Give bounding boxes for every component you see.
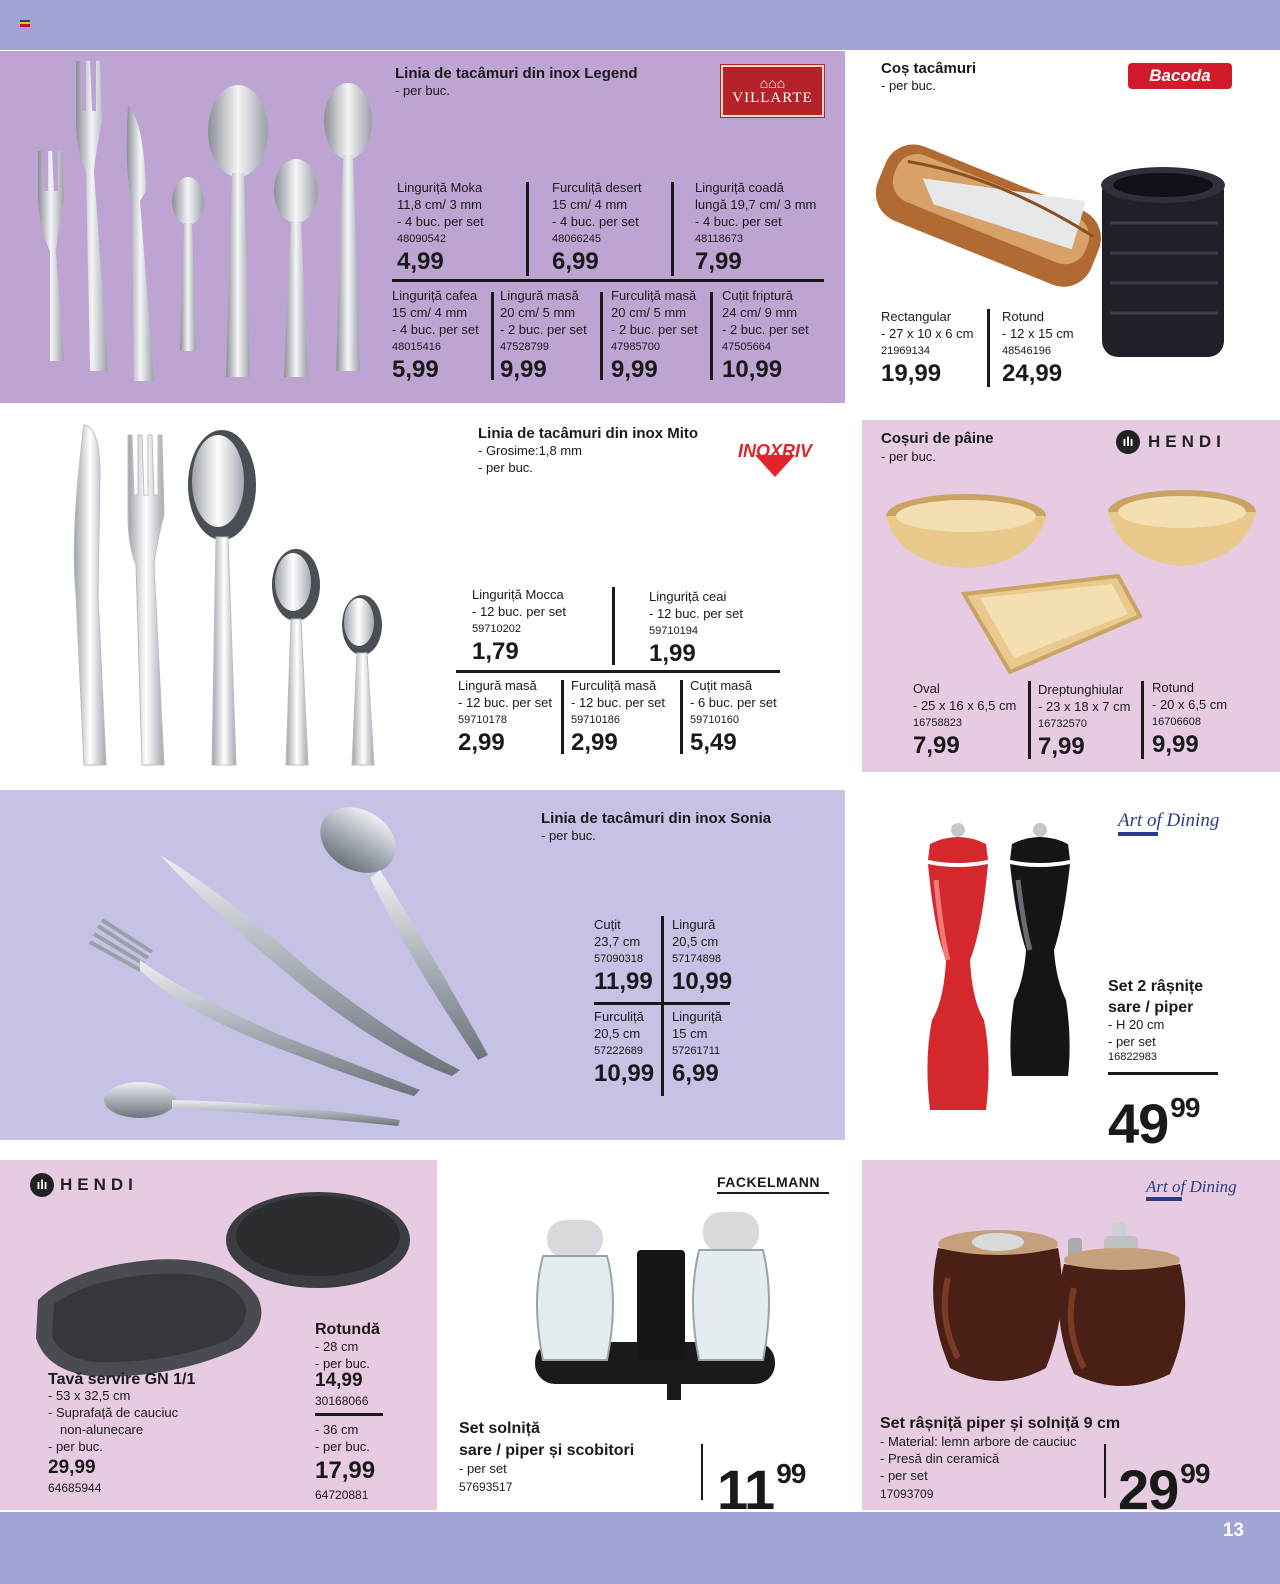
- rasnite-detail-h: - H 20 cm: [1108, 1017, 1165, 1032]
- item-detail: - 12 buc. per set: [472, 604, 566, 619]
- item-name: Dreptunghiular: [1038, 682, 1124, 697]
- item-price: 19,99: [881, 360, 942, 387]
- presa-code: 17093709: [880, 1487, 934, 1501]
- item-name: Linguriță coadă: [695, 180, 784, 195]
- item-name: Lingură masă: [458, 678, 537, 693]
- presa-panel: [862, 1160, 1280, 1521]
- divider: [987, 309, 990, 387]
- art-of-dining-logo: [1118, 808, 1242, 838]
- tava-36-price: 17,99: [315, 1457, 376, 1484]
- item-detail: - 20 x 6,5 cm: [1152, 697, 1228, 712]
- presa-detail-set: - per set: [880, 1468, 928, 1483]
- rasnite-title-line1: Set 2 râșnițe: [1108, 978, 1204, 995]
- paine-item-dreptunghiular: [1038, 681, 1148, 761]
- art-of-dining-brand-text: Art of Dining: [1146, 1177, 1237, 1196]
- item-price: 7,99: [695, 248, 742, 275]
- item-price: 5,49: [690, 729, 737, 756]
- item-detail: - 12 buc. per set: [649, 606, 743, 621]
- item-code: 59710160: [690, 714, 739, 726]
- item-code: 48118673: [695, 233, 744, 245]
- item-name: Oval: [913, 681, 940, 696]
- item-code: 57090318: [594, 953, 643, 965]
- item-detail: - 23 x 18 x 7 cm: [1038, 699, 1131, 714]
- item-code: 47985700: [611, 341, 660, 353]
- solnita-title-line2: sare / piper și scobitori: [459, 1442, 635, 1459]
- hendi-brand-text: HENDI: [60, 1175, 138, 1194]
- item-code: 21969134: [881, 345, 930, 357]
- legend-title: Linia de tacâmuri din inox Legend: [395, 65, 638, 82]
- cosuri-paine-panel: [862, 420, 1280, 772]
- villarte-logo: [721, 65, 824, 117]
- divider: [594, 1002, 730, 1005]
- mito-subtitle-grosime: - Grosime:1,8 mm: [478, 443, 583, 458]
- divider: [600, 292, 603, 380]
- tava-rotunda-price: 14,99: [315, 1370, 363, 1391]
- presa-title: Set râșniță piper și solniță 9 cm: [880, 1415, 1121, 1432]
- tava-36-size: - 36 cm: [315, 1422, 359, 1437]
- item-name: Rotund: [1152, 680, 1194, 695]
- cos-item-rotund: [1002, 308, 1112, 388]
- item-price: 10,99: [594, 1060, 655, 1087]
- item-detail: - 2 buc. per set: [611, 322, 698, 337]
- mito-item-cutit-masa: [690, 677, 800, 757]
- item-detail: 15 cm/ 4 mm: [552, 197, 628, 212]
- item-price: 24,99: [1002, 360, 1063, 387]
- flag-icon: [20, 20, 30, 27]
- legend-panel: [0, 51, 845, 403]
- item-price: 6,99: [672, 1060, 719, 1087]
- item-price: 4,99: [397, 248, 444, 275]
- divider: [710, 292, 713, 380]
- item-detail: - 2 buc. per set: [722, 322, 809, 337]
- item-detail: 23,7 cm: [594, 934, 641, 949]
- legend-item-lingurita-coada: [695, 179, 835, 276]
- item-code: 59710194: [649, 625, 698, 637]
- divider: [526, 182, 529, 276]
- item-code: 57174898: [672, 953, 721, 965]
- presa-price: [1118, 1444, 1209, 1520]
- inoxriv-brand-text: INOXRIV: [737, 441, 812, 461]
- legend-item-furculita-desert: [552, 179, 682, 276]
- item-detail: - 12 buc. per set: [458, 695, 552, 710]
- item-detail: - 4 buc. per set: [392, 322, 479, 337]
- item-price: 7,99: [1038, 733, 1085, 760]
- item-code: 57222689: [594, 1045, 643, 1057]
- legend-subtitle: - per buc.: [395, 83, 450, 98]
- item-detail: 11,8 cm/ 3 mm: [397, 197, 483, 212]
- item-code: 59710178: [458, 714, 507, 726]
- hendi-cutlery-icon: ılı: [30, 1173, 54, 1197]
- sonia-subtitle: - per buc.: [541, 828, 596, 843]
- item-detail: - 4 buc. per set: [552, 214, 639, 229]
- tava-36-code: 64720881: [315, 1488, 369, 1502]
- item-name: Furculiță desert: [552, 180, 642, 195]
- tava-detail-buc: - per buc.: [48, 1439, 103, 1454]
- item-code: 57261711: [672, 1045, 721, 1057]
- item-detail: 24 cm/ 9 mm: [722, 305, 798, 320]
- tava-rotunda-size: - 28 cm: [315, 1339, 359, 1354]
- bottom-band: [0, 1512, 1280, 1584]
- salt-pepper-set-image: [527, 1210, 787, 1410]
- price-decimals: 99: [1170, 1092, 1200, 1123]
- item-detail: - 6 buc. per set: [690, 695, 777, 710]
- presa-detail-presa: - Presă din ceramică: [880, 1451, 1000, 1466]
- price-integer: 49: [1108, 1092, 1169, 1155]
- divider: [1141, 681, 1144, 759]
- mito-item-lingura-masa: [458, 677, 563, 757]
- cos-item-rectangular: [881, 308, 991, 388]
- divider: [1028, 681, 1031, 759]
- presa-detail-material: - Material: lemn arbore de cauciuc: [880, 1434, 1077, 1449]
- tava-rotunda-buc: - per buc.: [315, 1356, 370, 1371]
- mito-item-furculita-masa: [571, 677, 681, 757]
- sonia-item-cutit: [594, 916, 664, 996]
- sonia-item-furculita: [594, 1008, 664, 1088]
- divider: [315, 1413, 383, 1416]
- pepper-mills-image: [912, 820, 1092, 1120]
- item-detail: - 27 x 10 x 6 cm: [881, 326, 974, 341]
- solnita-price: [717, 1444, 805, 1520]
- rasnite-price: [1108, 1078, 1199, 1154]
- tava-detail-size: - 53 x 32,5 cm: [48, 1388, 131, 1403]
- item-code: 48066245: [552, 233, 601, 245]
- divider: [701, 1444, 703, 1500]
- item-name: Lingură masă: [500, 288, 579, 303]
- building-icon: ⌂⌂⌂: [759, 74, 786, 91]
- item-detail: - 12 x 15 cm: [1002, 326, 1074, 341]
- bacoda-logo: Bacoda: [1128, 63, 1232, 89]
- item-price: 1,99: [649, 640, 696, 667]
- item-code: 59710202: [472, 623, 521, 635]
- item-name: Linguriță: [672, 1009, 722, 1024]
- tava-36-buc: - per buc.: [315, 1439, 370, 1454]
- item-name: Linguriță Mocca: [472, 587, 564, 602]
- hendi-logo: [1116, 429, 1250, 455]
- item-name: Cuțit: [594, 917, 621, 932]
- item-code: 47528799: [500, 341, 549, 353]
- item-price: 6,99: [552, 248, 599, 275]
- item-name: Linguriță cafea: [392, 288, 478, 303]
- item-code: 48015416: [392, 341, 441, 353]
- item-price: 2,99: [571, 729, 618, 756]
- item-price: 9,99: [1152, 731, 1199, 758]
- top-band: [0, 0, 1280, 50]
- fackelmann-logo: FACKELMANN: [717, 1174, 820, 1190]
- divider: [1108, 1072, 1218, 1075]
- cos-title: Coș tacâmuri: [881, 60, 977, 77]
- solnita-panel: [437, 1160, 845, 1521]
- price-integer: 29: [1118, 1458, 1179, 1521]
- sonia-cutlery-image: [80, 800, 500, 1130]
- item-name: Lingură: [672, 917, 716, 932]
- item-name: Cuțit masă: [690, 678, 753, 693]
- tava-code: 64685944: [48, 1481, 102, 1495]
- item-code: 16758823: [913, 717, 962, 729]
- divider: [561, 680, 564, 754]
- solnita-detail-set: - per set: [459, 1461, 507, 1476]
- item-name: Linguriță Moka: [397, 180, 483, 195]
- item-code: 16732570: [1038, 718, 1087, 730]
- item-price: 9,99: [611, 356, 658, 383]
- legend-item-lingura-masa: [500, 287, 605, 384]
- item-detail: - 25 x 16 x 6,5 cm: [913, 698, 1017, 713]
- item-code: 47505664: [722, 341, 771, 353]
- legend-item-cafea: [392, 287, 497, 384]
- rasnite-title-line2: sare / piper: [1108, 999, 1194, 1016]
- cos-tacamuri-panel: [862, 51, 1280, 403]
- item-name: Rectangular: [881, 309, 952, 324]
- item-price: 1,79: [472, 638, 519, 665]
- legend-item-furculita-masa: [611, 287, 716, 384]
- item-detail: 20,5 cm: [594, 1026, 641, 1041]
- hendi-cutlery-icon: ılı: [1116, 430, 1140, 454]
- tava-detail-surface: - Suprafață de cauciuc: [48, 1405, 179, 1420]
- divider: [612, 587, 615, 665]
- mito-panel: [0, 403, 845, 790]
- tava-detail-surface-2: non-alunecare: [60, 1422, 144, 1437]
- rasnite-detail-set: - per set: [1108, 1034, 1156, 1049]
- legend-item-cutit-friptura: [722, 287, 832, 384]
- divider: [680, 680, 683, 754]
- tava-title: Tavă servire GN 1/1: [48, 1371, 196, 1388]
- divider: [456, 670, 780, 673]
- item-price: 11,99: [594, 968, 653, 995]
- page-number: 13: [1222, 1520, 1244, 1541]
- item-price: 9,99: [500, 356, 547, 383]
- divider: [491, 292, 494, 380]
- solnita-title-line1: Set solniță: [459, 1420, 540, 1437]
- item-code: 48090542: [397, 233, 446, 245]
- bread-baskets-image: [884, 476, 1264, 676]
- cos-subtitle: - per buc.: [881, 78, 936, 93]
- tava-panel: [0, 1160, 437, 1510]
- item-code: 59710186: [571, 714, 620, 726]
- rasnite-code: 16822983: [1108, 1051, 1157, 1063]
- divider: [671, 182, 674, 276]
- solnita-code: 57693517: [459, 1480, 513, 1494]
- divider: [392, 279, 824, 282]
- item-detail: 15 cm: [672, 1026, 708, 1041]
- mito-item-ceai: [649, 588, 789, 668]
- item-code: 48546196: [1002, 345, 1051, 357]
- legend-item-moka: [397, 179, 527, 276]
- mito-cutlery-image: [56, 415, 396, 775]
- fackelmann-underline: [717, 1192, 829, 1194]
- item-name: Furculiță masă: [611, 288, 697, 303]
- paine-subtitle: - per buc.: [881, 449, 936, 464]
- item-code: 16706608: [1152, 716, 1201, 728]
- item-price: 10,99: [672, 968, 733, 995]
- legend-cutlery-image: [28, 51, 378, 391]
- art-of-dining-brand-text: Art of Dining: [1118, 810, 1220, 831]
- round-basket: [1101, 167, 1225, 357]
- sonia-panel: [0, 790, 845, 1140]
- item-detail: - 2 buc. per set: [500, 322, 587, 337]
- item-detail: - 4 buc. per set: [695, 214, 782, 229]
- divider: [1104, 1444, 1106, 1498]
- item-detail: 20 cm/ 5 mm: [611, 305, 687, 320]
- item-name: Cuțit friptură: [722, 288, 793, 303]
- mito-item-mocca: [472, 586, 612, 666]
- trays-image: [30, 1180, 420, 1380]
- item-price: 2,99: [458, 729, 505, 756]
- item-detail: 15 cm/ 4 mm: [392, 305, 468, 320]
- sonia-item-lingura: [672, 916, 742, 996]
- villarte-brand-text: VILLARTE: [732, 89, 813, 106]
- item-name: Furculiță masă: [571, 678, 657, 693]
- mito-subtitle-buc: - per buc.: [478, 460, 533, 475]
- tava-rotunda-code: 30168066: [315, 1394, 369, 1408]
- price-integer: 11: [717, 1458, 775, 1521]
- item-price: 10,99: [722, 356, 783, 383]
- item-detail: 20,5 cm: [672, 934, 719, 949]
- tava-rotunda-title: Rotundă: [315, 1321, 380, 1338]
- inoxriv-logo: [732, 435, 818, 477]
- hendi-brand-text: HENDI: [1148, 432, 1226, 451]
- sonia-item-lingurita: [672, 1008, 742, 1088]
- tava-price: 29,99: [48, 1457, 96, 1478]
- item-price: 7,99: [913, 732, 960, 759]
- item-name: Furculiță: [594, 1009, 644, 1024]
- price-decimals: 99: [776, 1458, 806, 1489]
- item-detail: lungă 19,7 cm/ 3 mm: [695, 197, 817, 212]
- art-of-dining-logo: [1146, 1174, 1256, 1204]
- item-detail: - 12 buc. per set: [571, 695, 665, 710]
- mito-title: Linia de tacâmuri din inox Mito: [478, 425, 699, 442]
- paine-item-oval: [913, 680, 1038, 760]
- item-detail: 20 cm/ 5 mm: [500, 305, 576, 320]
- price-decimals: 99: [1180, 1458, 1210, 1489]
- item-detail: - 4 buc. per set: [397, 214, 484, 229]
- rasnite-panel: [862, 790, 1280, 1155]
- sonia-title: Linia de tacâmuri din inox Sonia: [541, 810, 772, 827]
- grinder-shaker-image: [928, 1218, 1208, 1408]
- paine-title: Coșuri de pâine: [881, 430, 994, 447]
- paine-item-rotund: [1152, 679, 1272, 759]
- item-price: 5,99: [392, 356, 439, 383]
- item-name: Linguriță ceai: [649, 589, 727, 604]
- item-name: Rotund: [1002, 309, 1044, 324]
